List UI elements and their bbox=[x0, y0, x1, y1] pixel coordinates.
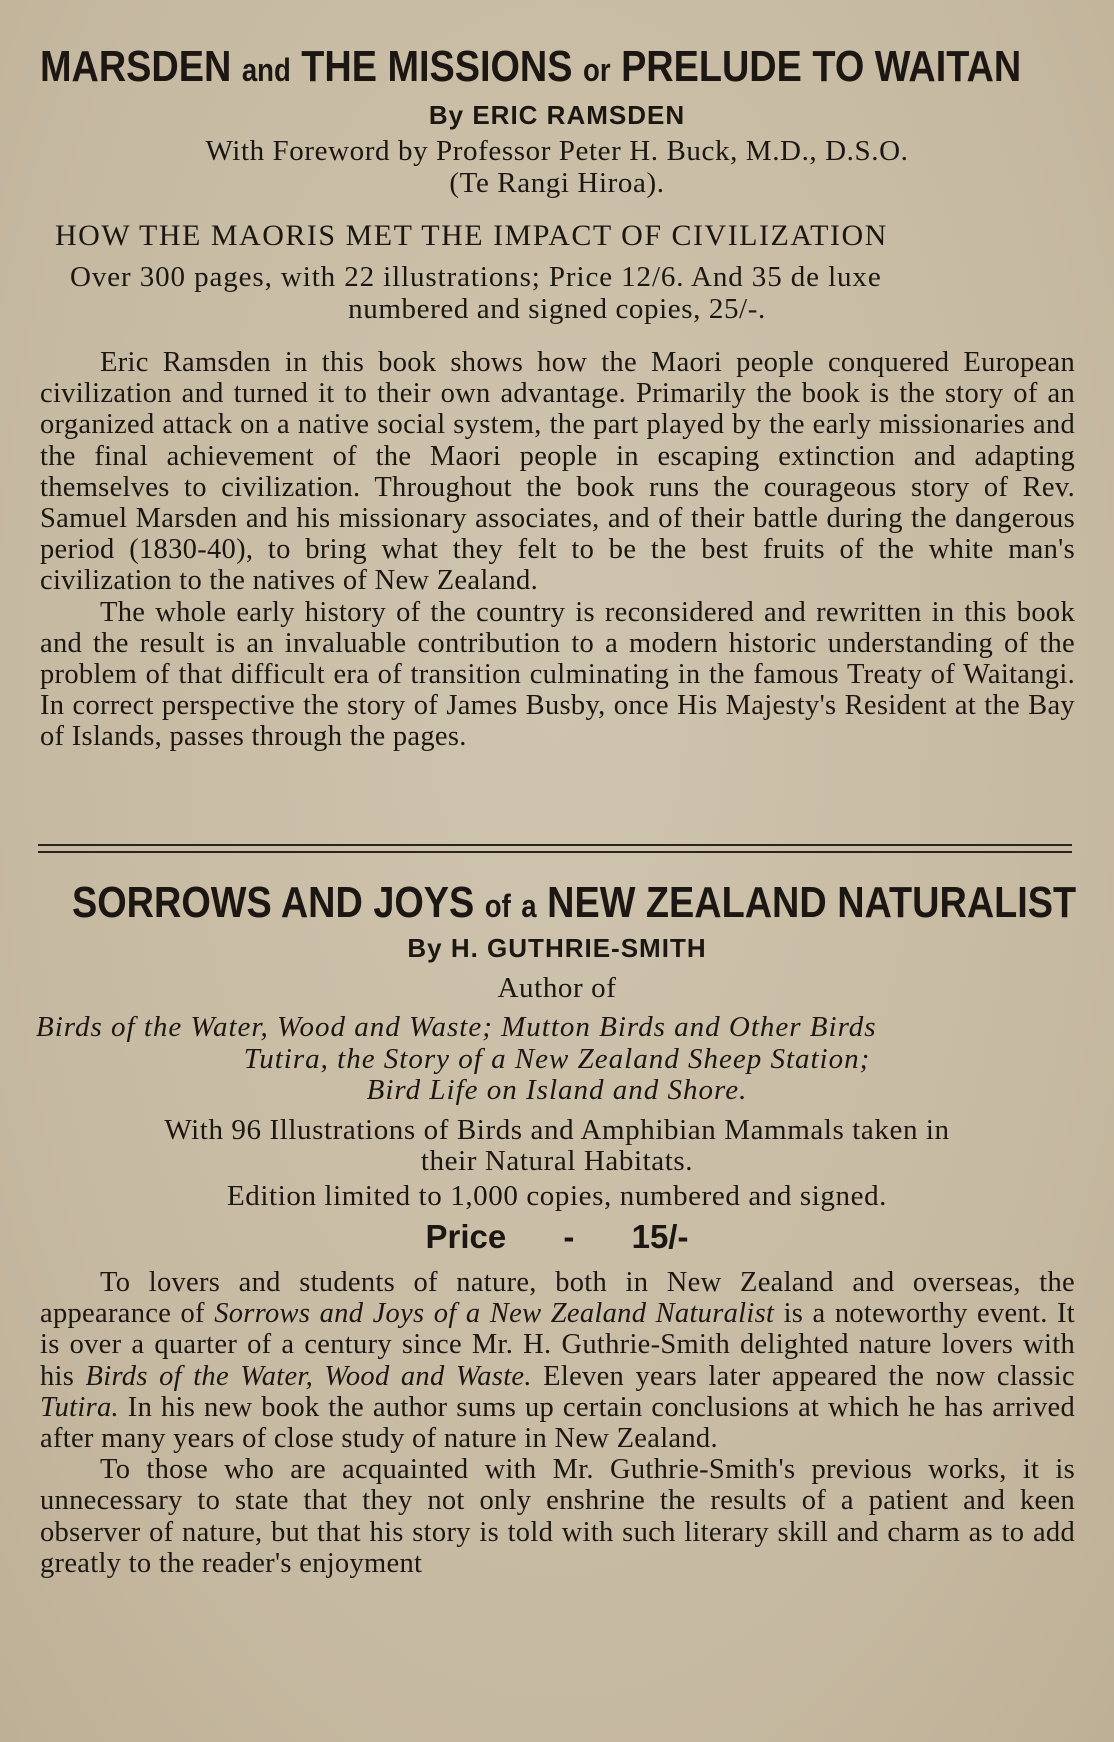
book1-author: By ERIC RAMSDEN bbox=[428, 100, 686, 130]
book1-details-line2: numbered and signed copies, 25/-. bbox=[348, 293, 766, 325]
book2-illustrations-line2: their Natural Habitats. bbox=[420, 1145, 694, 1177]
book2-title-of: of bbox=[484, 888, 511, 924]
book1-details-line1: Over 300 pages, with 22 illustrations; Price 12/6. And 35 de luxe bbox=[70, 261, 882, 293]
book-title-italic: Birds of the Water, Wood and Waste. bbox=[85, 1360, 532, 1392]
book2-paragraph-1 bbox=[40, 1267, 1075, 1454]
text-run: Eleven years later appeared the now classic bbox=[531, 1360, 1075, 1392]
book1-description bbox=[40, 347, 1075, 753]
book1-subtitle: HOW THE MAORIS MET THE IMPACT OF CIVILIZATION bbox=[55, 219, 888, 252]
section-divider-top bbox=[38, 844, 1072, 846]
book2-price bbox=[0, 1218, 1114, 1256]
book1-title bbox=[40, 42, 1021, 92]
book1-title-part: THE MISSIONS bbox=[301, 42, 573, 91]
book2-title-part: NEW ZEALAND NATURALIST bbox=[547, 878, 1077, 927]
text-run: is a noteworthy event. It is over a quarter of a century since Mr. H. Guthrie-Smith delighted nature lovers with his bbox=[40, 1298, 1075, 1392]
book2-description bbox=[40, 1267, 1075, 1579]
book2-title-part: SORROWS AND JOYS bbox=[72, 878, 475, 927]
price-label: Price bbox=[425, 1218, 507, 1255]
book2-title bbox=[72, 878, 1076, 928]
book1-foreword-line1: With Foreword by Professor Peter H. Buck, M.D., D.S.O. bbox=[205, 135, 909, 167]
text-run: In his new book the author sums up certain conclusions at which he has arrived after many years of close study of nature in New Zealand. bbox=[40, 1391, 1075, 1455]
book2-author: By H. GUTHRIE-SMITH bbox=[407, 933, 707, 963]
book2-works-line3: Bird Life on Island and Shore. bbox=[366, 1074, 748, 1106]
price-value: 15/- bbox=[631, 1218, 689, 1255]
book1-title-part: MARSDEN bbox=[40, 42, 232, 91]
book1-title-and: and bbox=[241, 52, 291, 88]
book2-illustrations-line1: With 96 Illustrations of Birds and Amphibian Mammals taken in bbox=[164, 1114, 950, 1146]
book1-title-or: or bbox=[583, 52, 611, 88]
book-title-italic: Tutira. bbox=[40, 1391, 119, 1423]
price-dash: - bbox=[563, 1218, 575, 1255]
section-divider-bottom bbox=[38, 851, 1072, 853]
book2-title-a: a bbox=[521, 888, 537, 924]
book2-paragraph-2: To those who are acquainted with Mr. Guthrie-Smith's previous works, it is unnecessary to state that they not only enshrine the results of a patient and keen observer of nature, but that his story is told with such literary skill and charm as to add greatly to the reader's enjoyment bbox=[40, 1454, 1075, 1579]
book1-foreword-line2: (Te Rangi Hiroa). bbox=[449, 167, 665, 199]
book1-title-part: PRELUDE TO WAITAN bbox=[621, 42, 1022, 91]
book2-works-line1: Birds of the Water, Wood and Waste; Mutton Birds and Other Birds bbox=[36, 1011, 877, 1043]
book-title-italic: Sorrows and Joys of a New Zealand Naturalist bbox=[214, 1298, 775, 1330]
book2-author-of: Author of bbox=[497, 972, 617, 1004]
book1-paragraph-1: Eric Ramsden in this book shows how the Maori people conquered European civilization and turned it to their own advantage. Primarily the book is the story of an organized attack on a native social system, the part played by the early missionaries and the final achievement of the Maori people in escaping extinction and adapting themselves to civilization. Throughout the book runs the courageous story of Rev. Samuel Marsden and his missionary associates, and of their battle during the dangerous period (1830-40), to bring what they felt to be the best fruits of the white man's civilization to the natives of New Zealand. bbox=[40, 347, 1075, 597]
book2-edition: Edition limited to 1,000 copies, numbered and signed. bbox=[226, 1180, 888, 1212]
book1-paragraph-2: The whole early history of the country is reconsidered and rewritten in this book and the result is an invaluable contribution to a modern historic understanding of the problem of that difficult era of transition culminating in the famous Treaty of Waitangi. In correct perspective the story of James Busby, once His Majesty's Resident at the Bay of Islands, passes through the pages. bbox=[40, 596, 1075, 753]
text-run: To lovers and students of nature, both in New Zealand and overseas, the appearance of bbox=[40, 1267, 1075, 1330]
book2-works-line2: Tutira, the Story of a New Zealand Sheep Station; bbox=[243, 1043, 871, 1075]
